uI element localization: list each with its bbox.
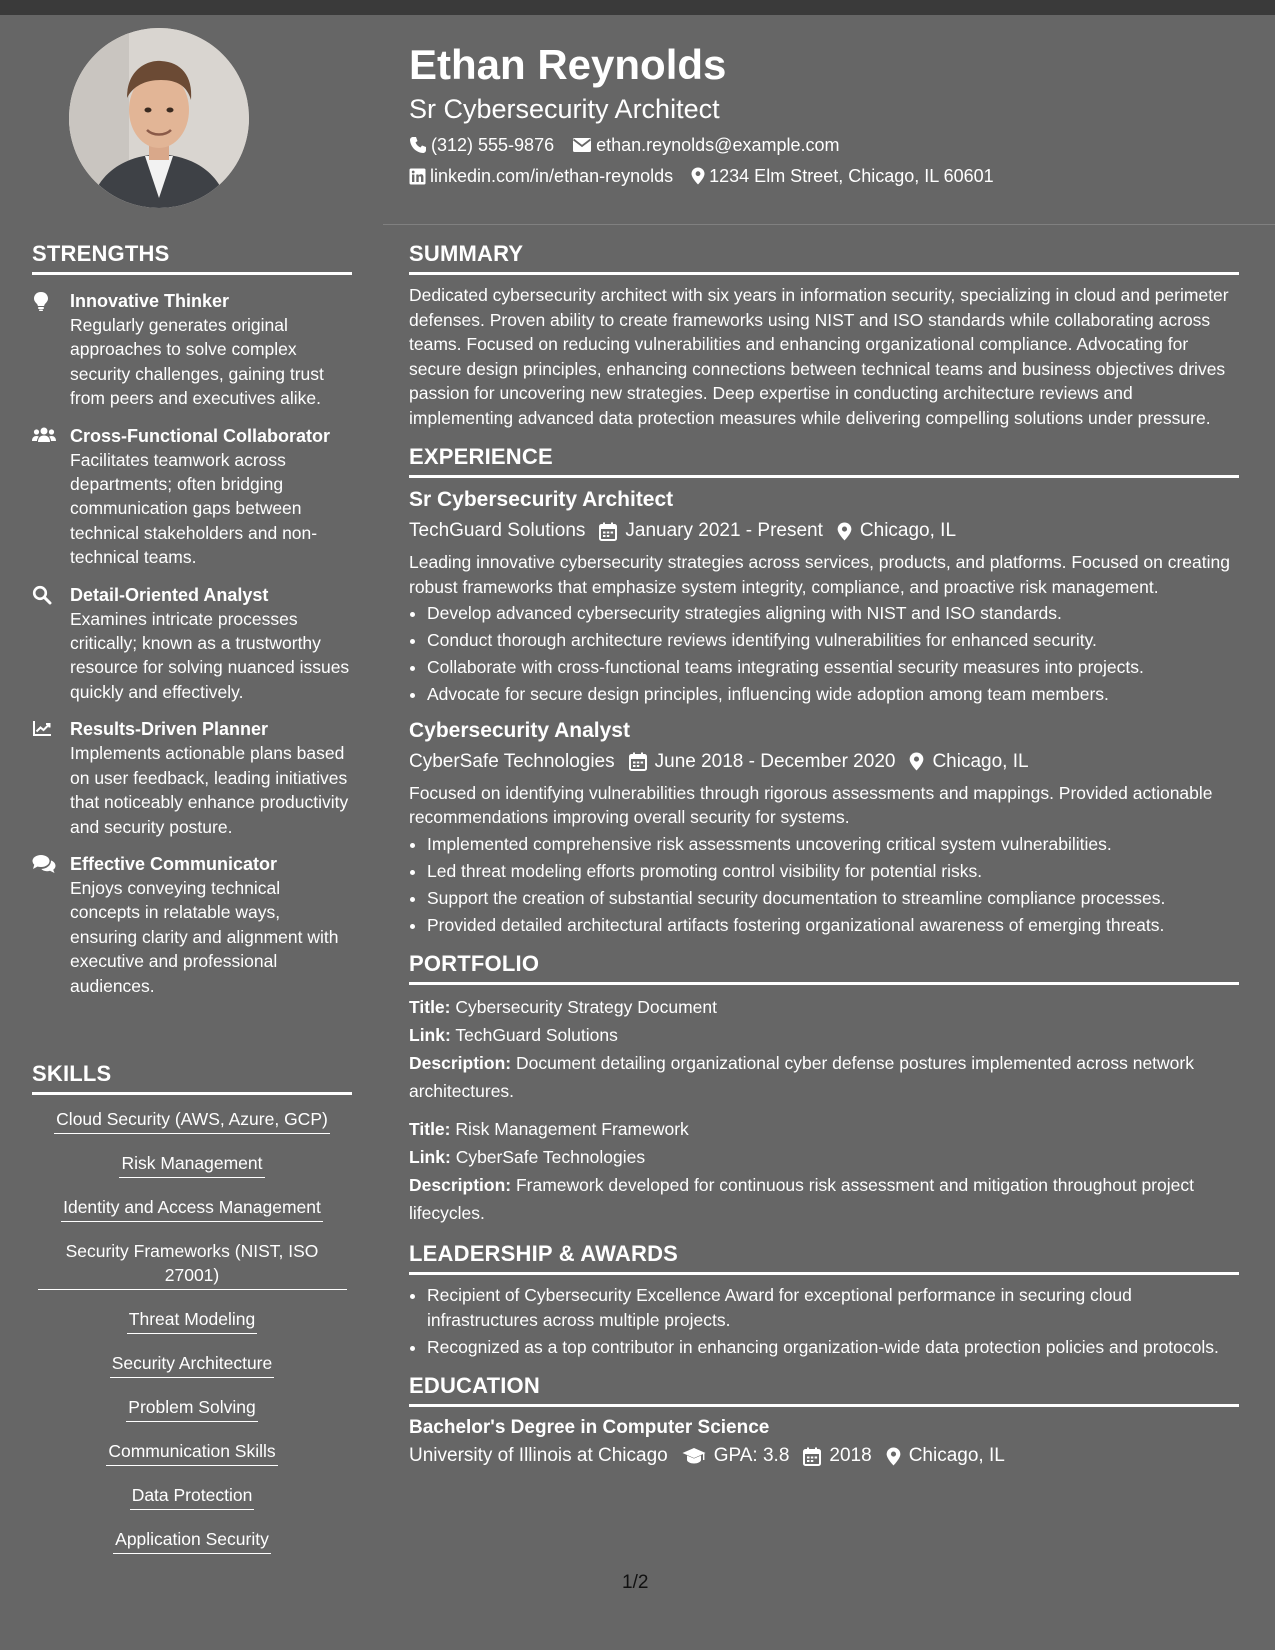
list-item: • Provided detailed architectural artifacts fostering organizational awareness of emerging threats. [427,913,1239,938]
portfolio-title-label: Title: [409,997,451,1017]
list-item: • Recognized as a top contributor in enhancing organization-wide data protection policies and protocols. [427,1335,1239,1360]
skills-section [32,1061,352,1571]
skill-tag: Cloud Security (AWS, Azure, GCP) [54,1107,330,1134]
skill-tag: Data Protection [130,1483,255,1510]
graduation-cap-icon [682,1447,706,1465]
education-heading: EDUCATION [409,1373,1239,1407]
strengths-section [32,241,352,998]
portfolio-heading: PORTFOLIO [409,951,1239,985]
job-meta [409,749,1239,775]
lightbulb-icon [32,291,56,311]
strength-desc: Implements actionable plans based on user feedback, leading initiatives that noticeably enhance productivity and security posture. [70,743,349,837]
phone-number[interactable]: (312) 555-9876 [431,135,555,155]
experience-section [409,444,1239,937]
portfolio-description: Framework developed for continuous risk assessment and mitigation throughout project lifecycles. [409,1175,1194,1223]
top-bar [0,0,1275,15]
portfolio-title-label: Title: [409,1119,451,1139]
resume-header [409,40,1239,188]
education-location: Chicago, IL [908,1445,1005,1466]
job-entry [409,486,1239,707]
map-pin-icon [886,1447,901,1466]
job-location: Chicago, IL [859,520,957,541]
job-meta [409,518,1239,544]
graduation-year: 2018 [829,1445,872,1466]
education-meta [409,1443,1239,1469]
list-item: • Collaborate with cross-functional teams integrating essential security measures into projects. [427,655,1239,680]
job-location: Chicago, IL [932,750,1029,772]
skill-tag: Security Architecture [110,1351,274,1378]
job-role: Cybersecurity Analyst [409,718,630,742]
portfolio-title: Risk Management Framework [455,1119,689,1139]
calendar-icon [599,522,617,541]
portfolio-item [409,993,1239,1105]
portfolio-link[interactable]: CyberSafe Technologies [455,1147,646,1167]
person-title: Sr Cybersecurity Architect [409,94,720,124]
job-entry [409,717,1239,938]
skill-tag: Risk Management [119,1151,264,1178]
list-item: • Recipient of Cybersecurity Excellence Award for exceptional performance in securing cloud infrastructures across multiple projects. [427,1283,1239,1332]
email-link[interactable]: ethan.reynolds@example.com [596,135,840,155]
strength-item [32,717,352,839]
gpa: GPA: 3.8 [713,1445,790,1466]
education-section [409,1373,1239,1469]
skill-list [32,1107,352,1571]
strength-title: Effective Communicator [70,853,278,874]
school-name: University of Illinois at Chicago [409,1445,668,1466]
strength-item [32,852,352,998]
strength-desc: Facilitates teamwork across departments; often bridging communication gaps between technical stakeholders and non-technical teams. [70,449,318,568]
skill-tag: Threat Modeling [127,1307,257,1334]
profile-photo [69,28,249,208]
map-pin-icon [691,167,705,185]
skill-tag: Problem Solving [126,1395,257,1422]
chart-line-icon [32,719,56,739]
phone-icon [409,136,427,154]
header-divider [383,224,1275,225]
portfolio-description-label: Description: [409,1053,512,1073]
portfolio-title: Cybersecurity Strategy Document [455,997,718,1017]
list-item: • Develop advanced cybersecurity strategies aligning with NIST and ISO standards. [427,601,1239,626]
list-item: • Conduct thorough architecture reviews identifying vulnerabilities for enhanced security. [427,628,1239,653]
awards-list [409,1283,1239,1359]
strength-desc: Regularly generates original approaches to solve complex security challenges, gaining trust from peers and executives alike. [70,315,324,409]
strength-desc: Examines intricate processes critically; known as a trustworthy resource for solving nuanced issues quickly and effectively. [70,608,350,702]
experience-heading: EXPERIENCE [409,444,1239,478]
summary-section [409,241,1239,430]
education-degree: Bachelor's Degree in Computer Science [409,1417,770,1438]
calendar-icon [803,1447,821,1466]
main-content [409,241,1239,1483]
company-name: CyberSafe Technologies [409,750,615,772]
portfolio-link[interactable]: TechGuard Solutions [455,1025,618,1045]
portfolio-section [409,951,1239,1227]
portfolio-description-label: Description: [409,1175,512,1195]
map-pin-icon [837,522,852,541]
strengths-heading: STRENGTHS [32,241,352,275]
list-item: • Implemented comprehensive risk assessments uncovering critical system vulnerabilities. [427,832,1239,857]
contact-line [409,133,1239,157]
envelope-icon [572,137,592,153]
strength-item [32,583,352,705]
job-dates: June 2018 - December 2020 [654,750,896,772]
strength-title: Innovative Thinker [70,291,230,311]
linkedin-icon [409,168,426,185]
person-name: Ethan Reynolds [409,41,727,88]
search-icon [32,585,56,605]
comments-icon [32,854,56,874]
strength-item [32,424,352,570]
job-role: Sr Cybersecurity Architect [409,488,674,511]
strength-title: Cross-Functional Collaborator [70,425,331,446]
map-pin-icon [909,752,924,771]
skills-heading: SKILLS [32,1061,352,1095]
portfolio-link-label: Link: [409,1147,451,1167]
portfolio-item [409,1115,1239,1227]
skill-tag: Security Frameworks (NIST, ISO 27001) [38,1239,347,1290]
skill-tag: Communication Skills [106,1439,277,1466]
company-name: TechGuard Solutions [409,520,586,541]
strength-title: Detail-Oriented Analyst [70,584,269,605]
address: 1234 Elm Street, Chicago, IL 60601 [709,166,994,186]
strength-title: Results-Driven Planner [70,719,269,740]
summary-text: Dedicated cybersecurity architect with six years in information security, specializing in cloud and perimeter defenses. Proven ability to create frameworks using NIST and ISO standards while collaborating across teams. Focused on reducing vulnerabilities and enhancing organizational compliance. Advocating for secure design principles, enhancing connections between technical teams and business objectives drives passion for uncovering new strategies. Deep expertise in conducting architecture reviews and implementing advanced data protection measures while delivering compelling solutions under pressure. [409,285,1229,428]
list-item: • Support the creation of substantial security documentation to streamline compliance processes. [427,886,1239,911]
job-bullets [409,601,1239,707]
portfolio-description: Document detailing organizational cyber defense postures implemented across network architectures. [409,1053,1194,1101]
contact-line [409,164,1239,188]
job-dates: January 2021 - Present [625,520,823,541]
list-item: • Led threat modeling efforts promoting control visibility for potential risks. [427,859,1239,884]
skill-tag: Application Security [113,1527,271,1554]
calendar-icon [629,752,647,771]
job-description: Focused on identifying vulnerabilities through rigorous assessments and mappings. Provided actionable recommendations improving overall security for systems. [409,782,1213,827]
portfolio-link-label: Link: [409,1025,451,1045]
job-description: Leading innovative cybersecurity strategies across services, products, and platforms. Focused on creating robust frameworks that emphasize system integrity, compliance, and proactive risk management. [409,552,1230,597]
page-number: 1/2 [622,1572,649,1593]
strength-item [32,289,352,411]
users-icon [32,426,56,446]
strength-desc: Enjoys conveying technical concepts in relatable ways, ensuring clarity and alignment with executive and professional audiences. [70,877,339,996]
summary-heading: SUMMARY [409,241,1239,275]
linkedin-link[interactable]: linkedin.com/in/ethan-reynolds [430,166,674,186]
job-bullets [409,832,1239,938]
awards-section [409,1241,1239,1359]
skill-tag: Identity and Access Management [61,1195,323,1222]
list-item: • Advocate for secure design principles, influencing wide adoption among team members. [427,682,1239,707]
awards-heading: LEADERSHIP & AWARDS [409,1241,1239,1275]
